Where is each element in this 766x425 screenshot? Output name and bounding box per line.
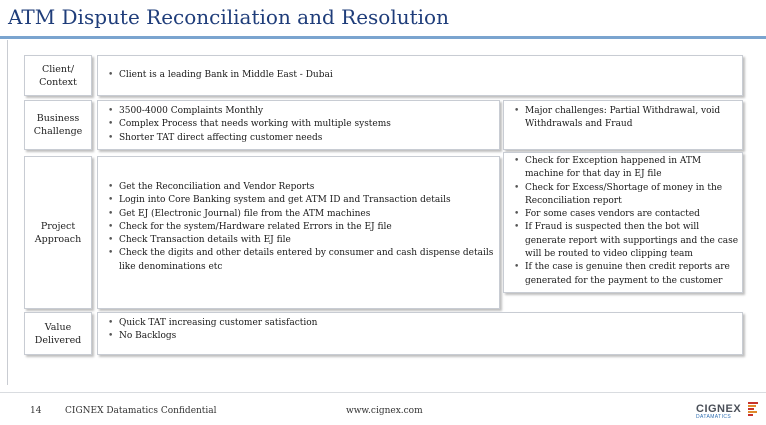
footer-divider (0, 392, 766, 393)
project-approach-side-list (514, 155, 740, 288)
footer-website: www.cignex.com (346, 406, 423, 416)
list-item: • Complex Process that needs working with multiple systems (108, 118, 493, 131)
project-approach-side-box (503, 152, 743, 293)
label-project-approach (24, 156, 92, 309)
list-item: • No Backlogs (108, 330, 728, 343)
list-item: • Check Transaction details with EJ file (108, 234, 500, 247)
logo-wordmark: CIGNEX (696, 403, 742, 415)
label-value-delivered-text: Value Delivered (34, 321, 82, 346)
logo-subtext: DATAMATICS (696, 414, 732, 420)
value-delivered-box (97, 312, 743, 355)
company-logo (692, 400, 762, 422)
footer-confidential: CIGNEX Datamatics Confidential (65, 406, 217, 416)
project-approach-box (97, 156, 500, 309)
list-item: • Major challenges: Partial Withdrawal, void Withdrawals and Fraud (514, 105, 738, 132)
list-item: • Check for Excess/Shortage of money in the Reconciliation report (514, 182, 740, 209)
project-approach-list (108, 181, 500, 274)
label-client-context (24, 55, 92, 96)
list-item: • Quick TAT increasing customer satisfaction (108, 317, 728, 330)
label-client-context-text: Client/ Context (39, 63, 77, 88)
list-item: • Check the digits and other details entered by consumer and cash dispense details like denominations etc (108, 247, 500, 274)
list-item: • For some cases vendors are contacted (514, 208, 740, 221)
business-challenge-side-list (514, 105, 738, 132)
label-business-challenge (24, 100, 92, 150)
list-item: • Check for the system/Hardware related Errors in the EJ file (108, 221, 500, 234)
logo-mark-icon (748, 402, 758, 419)
left-margin-line (7, 40, 8, 385)
list-item: • Get the Reconciliation and Vendor Reports (108, 181, 500, 194)
page-number: 14 (30, 406, 42, 416)
client-context-list (108, 69, 728, 82)
list-item: • Get EJ (Electronic Journal) file from the ATM machines (108, 208, 500, 221)
list-item: • If the case is genuine then credit reports are generated for the payment to the customer (514, 261, 740, 288)
business-challenge-box (97, 100, 500, 150)
list-item: • Shorter TAT direct affecting customer needs (108, 132, 493, 145)
client-context-box (97, 55, 743, 96)
label-business-challenge-text: Business Challenge (33, 113, 83, 137)
business-challenge-list (108, 105, 493, 145)
business-challenge-side-box (503, 100, 743, 150)
value-delivered-list (108, 317, 728, 344)
label-value-delivered (24, 312, 92, 355)
label-project-approach-text: Project Approach (34, 220, 82, 245)
title-underline (0, 36, 766, 39)
list-item: • 3500-4000 Complaints Monthly (108, 105, 493, 118)
list-item: • Login into Core Banking system and get ATM ID and Transaction details (108, 194, 500, 207)
list-item: • Check for Exception happened in ATM machine for that day in EJ file (514, 155, 740, 182)
list-item: • Client is a leading Bank in Middle East - Dubai (108, 69, 728, 82)
slide-title: ATM Dispute Reconciliation and Resolution (8, 5, 449, 29)
list-item: • If Fraud is suspected then the bot will generate report with supportings and the case will be routed to video clipping team (514, 221, 740, 261)
